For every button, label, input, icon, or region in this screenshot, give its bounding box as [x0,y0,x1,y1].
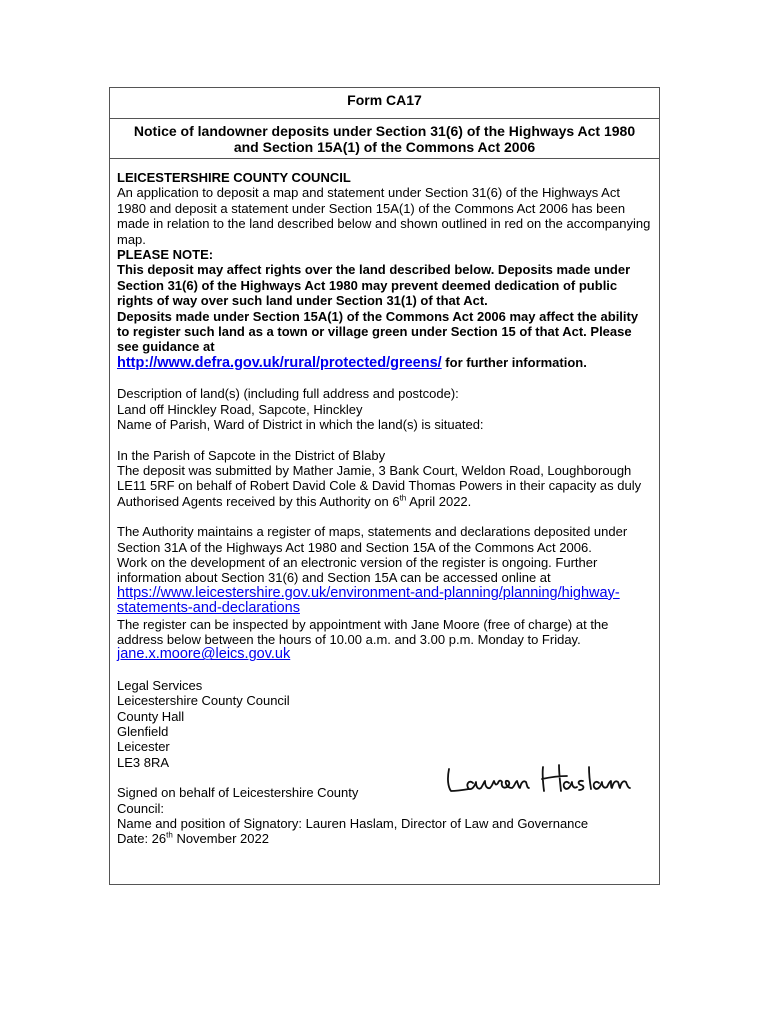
notice-body [110,159,659,847]
signatory-name-position: Name and position of Signatory: Lauren Haslam, Director of Law and Governance [117,816,589,832]
guidance-line [117,355,651,371]
handwritten-signature [443,761,633,801]
submission-date-suffix: th [399,493,407,503]
address-line: County Hall [117,708,185,724]
address-line: Leicestershire County Council [117,693,290,709]
register-paragraph-3: The register can be inspected by appointment with Jane Moore (free of charge) at the address below between the hours of 10.00 a.m. and 3.00 p.m. Monday to Friday. [117,616,609,647]
register-paragraph-1: The Authority maintains a register of maps, statements and declarations deposited under Section 31A of the Highways Act 1980 and Section 15A of the Commons Act 2006. [117,524,628,555]
land-description: Land off Hinckley Road, Sapcote, Hinckley [117,401,363,417]
intro-paragraph: An application to deposit a map and statement under Section 31(6) of the Highways Act 1980 and deposit a statement under Section 15A(1) of the Commons Act 2006 has been made in relation to the land described below and shown outlined in red on the accompanying map. [117,185,651,247]
submission-text: The deposit was submitted by Mather Jamie, 3 Bank Court, Weldon Road, Loughborough LE11 5RF on behalf of Robert David Cole & David Thomas Powers in their capacity as duly Authorised Agents received by this Authority on 6 [117,462,642,509]
parish-label: Name of Parish, Ward of District in which the land(s) is situated: [117,417,484,433]
register-paragraph-2: Work on the development of an electronic version of the register is ongoing. Further information about Section 31(6) and Section 15A can be accessed online at [117,554,598,586]
contact-email-link[interactable]: jane.x.moore@leics.gov.uk [117,646,291,663]
notice-heading: Notice of landowner deposits under Section 31(6) of the Highways Act 1980 and Section 15A(1) of the Commons Act 2006 [110,119,659,159]
note-paragraph-1: This deposit may affect rights over the land described below. Deposits made under Section 31(6) of the Highways Act 1980 may prevent deemed dedication of public rights of way over such land under Section 31(1) of that Act. [117,262,631,309]
date-text-end: November 2022 [172,831,269,847]
address-line: Leicester [117,739,170,755]
signature-row [117,785,651,816]
form-title: Form CA17 [110,88,659,119]
land-description-label: Description of land(s) (including full address and postcode): [117,386,459,402]
please-note-heading: PLEASE NOTE: [117,247,214,263]
spacer [117,433,651,448]
address-line: Legal Services [117,677,203,693]
submission-paragraph [117,463,651,509]
date-suffix: th [166,831,173,841]
defra-guidance-link[interactable]: http://www.defra.gov.uk/rural/protected/greens/ [117,354,442,371]
council-name: LEICESTERSHIRE COUNTY COUNCIL [117,170,351,185]
submission-text-end: April 2022. [406,493,472,509]
signature-date [117,831,651,846]
register-link[interactable]: https://www.leicestershire.gov.uk/environment-and-planning/planning/highway-statements-and-declarations [117,584,620,617]
address-line: Glenfield [117,724,169,739]
notice-form [109,87,660,885]
spacer [117,371,651,386]
date-text: Date: 26 [117,831,167,847]
spacer [117,663,651,678]
spacer [117,509,651,524]
note-paragraph-2: Deposits made under Section 15A(1) of the Commons Act 2006 may affect the ability to register such land as a town or village green under Section 15 of that Act. Please see guidance at [117,308,639,355]
signed-on-behalf: Signed on behalf of Leicestershire County Council: [117,785,359,816]
address-line: LE3 8RA [117,754,170,770]
guidance-after-link: for further information. [441,354,587,370]
parish-value: In the Parish of Sapcote in the District of Blaby [117,447,386,463]
address-block [117,678,651,770]
